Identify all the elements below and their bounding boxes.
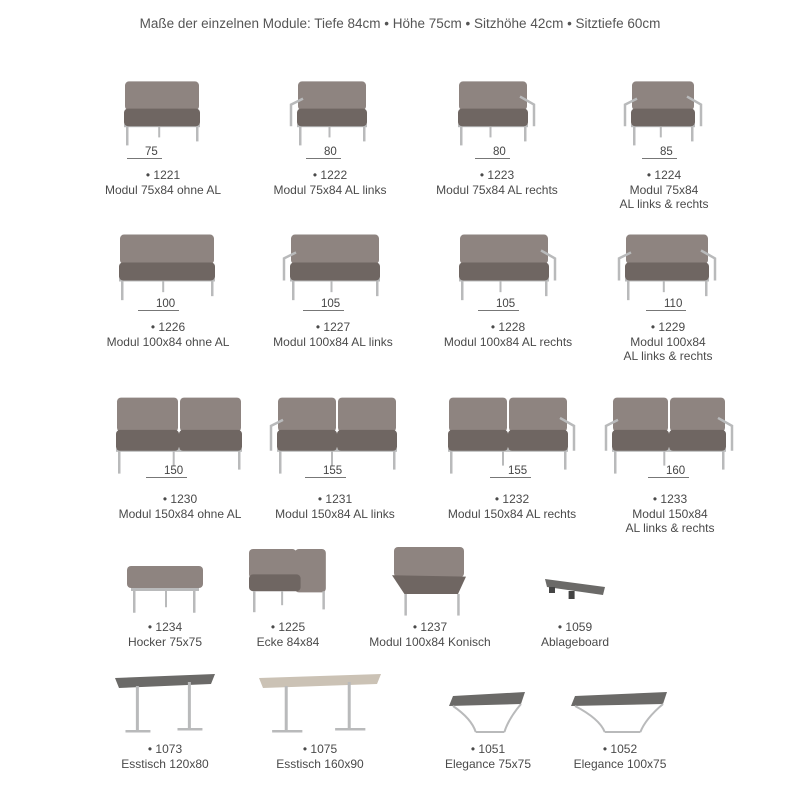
table-leg bbox=[136, 686, 139, 730]
table-leg bbox=[504, 704, 521, 732]
item-code: • 1223 bbox=[397, 168, 597, 183]
back-cushion bbox=[460, 235, 548, 265]
seat-cushion bbox=[297, 109, 367, 127]
product-illustration bbox=[113, 672, 217, 740]
item-label: Modul 75x84 AL rechts bbox=[436, 182, 558, 197]
seat-cushion bbox=[116, 430, 179, 451]
back-cushion bbox=[626, 235, 708, 265]
table-foot bbox=[125, 730, 150, 733]
leg bbox=[363, 126, 366, 141]
back-cushion bbox=[180, 398, 241, 432]
item-label: Esstisch 160x90 bbox=[276, 756, 364, 771]
back-cushion bbox=[632, 81, 694, 110]
table-top bbox=[449, 692, 525, 706]
item-code: • 1232 bbox=[412, 492, 612, 507]
leg bbox=[457, 594, 460, 616]
product-illustration bbox=[285, 75, 375, 155]
seat-cushion bbox=[625, 262, 709, 280]
bracket bbox=[569, 591, 575, 599]
leg bbox=[133, 588, 136, 613]
width-dimension: 150 bbox=[146, 465, 187, 478]
leg bbox=[524, 126, 527, 141]
width-dimension: 155 bbox=[490, 465, 531, 478]
leg bbox=[121, 280, 124, 300]
width-dimension: 110 bbox=[646, 298, 686, 311]
item-label: Elegance 75x75 bbox=[444, 756, 532, 771]
leg bbox=[460, 126, 463, 145]
seat-cushion bbox=[448, 430, 508, 451]
item-label: Modul 100x84 bbox=[630, 334, 706, 349]
table-top bbox=[115, 674, 215, 688]
item-code: • 1228 bbox=[408, 320, 608, 335]
leg bbox=[490, 126, 492, 137]
leg bbox=[331, 451, 333, 466]
leg bbox=[691, 126, 694, 141]
leg bbox=[627, 280, 630, 300]
item-code: • 1234 bbox=[65, 620, 265, 635]
table-leg bbox=[453, 706, 476, 732]
leg bbox=[158, 126, 160, 137]
item-code: • 1229 bbox=[568, 320, 768, 335]
item-caption bbox=[233, 320, 433, 349]
width-dimension: 75 bbox=[127, 146, 162, 159]
back-cushion bbox=[298, 81, 366, 110]
seat-cushion bbox=[277, 430, 337, 451]
leg bbox=[404, 594, 407, 616]
back-cushion bbox=[338, 398, 396, 432]
back-cushion bbox=[509, 398, 567, 432]
item-code: • 1052 bbox=[520, 742, 720, 757]
item-caption bbox=[570, 492, 770, 536]
item-code: • 1221 bbox=[63, 168, 263, 183]
seat-cushion bbox=[669, 430, 726, 451]
item-code: • 1233 bbox=[570, 492, 770, 507]
item-label: Modul 150x84 AL links bbox=[275, 506, 395, 521]
width-dimension: 105 bbox=[478, 298, 519, 311]
leg bbox=[376, 280, 379, 296]
product-illustration bbox=[390, 545, 470, 617]
leg bbox=[238, 451, 241, 470]
seat-cushion bbox=[612, 430, 669, 451]
seat-cushion bbox=[337, 430, 397, 451]
product-illustration bbox=[118, 75, 208, 155]
seat-cushion bbox=[179, 430, 242, 451]
item-code: • 1051 bbox=[388, 742, 588, 757]
item-label: Hocker 75x75 bbox=[127, 634, 203, 649]
item-code: • 1075 bbox=[220, 742, 420, 757]
table-top bbox=[259, 674, 381, 688]
back-cushion bbox=[117, 398, 178, 432]
leg bbox=[329, 126, 331, 137]
leg bbox=[545, 280, 548, 296]
item-label: Modul 75x84 bbox=[629, 182, 699, 197]
item-code: • 1231 bbox=[235, 492, 435, 507]
back-cushion bbox=[249, 549, 296, 578]
back-cushion bbox=[291, 235, 379, 265]
product-illustration bbox=[257, 672, 383, 740]
table-leg bbox=[640, 704, 663, 732]
seat-cushion bbox=[290, 262, 380, 280]
back-cushion bbox=[613, 398, 668, 432]
back-cushion bbox=[670, 398, 725, 432]
item-label: Elegance 100x75 bbox=[573, 756, 667, 771]
item-code: • 1230 bbox=[80, 492, 280, 507]
width-dimension: 80 bbox=[475, 146, 510, 159]
leg bbox=[299, 126, 302, 145]
product-illustration bbox=[245, 545, 331, 615]
table-leg bbox=[188, 682, 191, 728]
leg bbox=[173, 451, 175, 466]
leg bbox=[461, 280, 464, 300]
leg bbox=[211, 280, 214, 296]
back-cushion bbox=[120, 235, 214, 265]
width-dimension: 100 bbox=[138, 298, 179, 311]
item-caption bbox=[564, 168, 764, 212]
product-illustration bbox=[569, 690, 671, 738]
width-dimension: 160 bbox=[648, 465, 689, 478]
seat-cushion bbox=[392, 575, 466, 594]
dimensions-header: Maße der einzelnen Module: Tiefe 84cm • Höhe 75cm • Sitzhöhe 42cm • Sitztiefe 60cm bbox=[139, 16, 661, 31]
leg bbox=[165, 588, 167, 607]
leg bbox=[502, 451, 504, 466]
leg bbox=[331, 280, 333, 292]
leg bbox=[663, 451, 665, 466]
item-caption bbox=[568, 320, 768, 364]
leg bbox=[393, 451, 396, 470]
product-illustration bbox=[452, 75, 542, 155]
product-illustration bbox=[447, 690, 529, 738]
seat-cushion bbox=[508, 430, 568, 451]
hocker-cushion bbox=[127, 566, 203, 588]
table-leg bbox=[285, 686, 288, 730]
seat-cushion bbox=[631, 109, 695, 127]
back-cushion bbox=[394, 547, 464, 577]
leg bbox=[281, 591, 283, 605]
item-code: • 1073 bbox=[65, 742, 265, 757]
product-illustration bbox=[123, 560, 207, 615]
width-dimension: 80 bbox=[306, 146, 341, 159]
item-caption bbox=[235, 492, 435, 521]
leg bbox=[193, 588, 196, 613]
leg bbox=[633, 126, 636, 145]
width-dimension: 105 bbox=[303, 298, 344, 311]
width-dimension: 85 bbox=[642, 146, 677, 159]
leg bbox=[292, 280, 295, 300]
item-code: • 1227 bbox=[233, 320, 433, 335]
item-label: Modul 150x84 bbox=[632, 506, 708, 521]
item-label: Esstisch 120x80 bbox=[121, 756, 209, 771]
item-code: • 1225 bbox=[188, 620, 388, 635]
back-cushion bbox=[125, 81, 199, 110]
item-label: Modul 75x84 AL links bbox=[273, 182, 387, 197]
leg bbox=[196, 126, 199, 141]
leg bbox=[500, 280, 502, 292]
product-illustration bbox=[543, 575, 607, 605]
item-label: Ecke 84x84 bbox=[256, 634, 320, 649]
leg bbox=[162, 280, 164, 292]
item-code: • 1226 bbox=[68, 320, 268, 335]
item-label-line2: AL links & rechts bbox=[623, 349, 713, 363]
table-foot bbox=[272, 730, 302, 733]
item-label: Modul 150x84 ohne AL bbox=[118, 506, 242, 521]
leg bbox=[450, 451, 453, 474]
leg bbox=[253, 591, 256, 612]
item-code: • 1237 bbox=[330, 620, 530, 635]
seat-cushion bbox=[119, 262, 215, 280]
leg bbox=[322, 591, 325, 609]
seat-cushion bbox=[459, 262, 549, 280]
leg bbox=[722, 451, 725, 470]
table-leg bbox=[348, 682, 351, 728]
table-foot bbox=[177, 728, 202, 731]
item-label: Modul 100x84 AL rechts bbox=[443, 334, 573, 349]
back-cushion bbox=[278, 398, 336, 432]
leg bbox=[660, 126, 662, 137]
table-leg bbox=[575, 706, 605, 732]
leg bbox=[663, 280, 665, 292]
item-code: • 1059 bbox=[475, 620, 675, 635]
item-code: • 1222 bbox=[230, 168, 430, 183]
bracket bbox=[549, 587, 555, 593]
item-label: Modul 150x84 AL rechts bbox=[447, 506, 577, 521]
product-illustration bbox=[619, 75, 709, 155]
leg bbox=[126, 126, 129, 145]
item-caption bbox=[520, 742, 720, 771]
leg bbox=[705, 280, 708, 296]
leg bbox=[614, 451, 617, 474]
leg bbox=[564, 451, 567, 470]
item-label: Modul 100x84 AL links bbox=[273, 334, 393, 349]
item-label-line2: AL links & rechts bbox=[619, 197, 709, 211]
item-label: Modul 100x84 Konisch bbox=[369, 634, 491, 649]
leg bbox=[279, 451, 282, 474]
seat-cushion bbox=[249, 574, 301, 591]
seat-cushion bbox=[124, 109, 200, 127]
item-label: Ablageboard bbox=[540, 634, 610, 649]
leg bbox=[118, 451, 121, 474]
back-cushion bbox=[459, 81, 527, 110]
seat-cushion bbox=[458, 109, 528, 127]
item-label: Modul 100x84 ohne AL bbox=[106, 334, 230, 349]
table-foot bbox=[335, 728, 365, 731]
width-dimension: 155 bbox=[305, 465, 346, 478]
item-code: • 1224 bbox=[564, 168, 764, 183]
back-cushion bbox=[449, 398, 507, 432]
item-label-line2: AL links & rechts bbox=[625, 521, 715, 535]
table-top bbox=[571, 692, 667, 706]
item-label: Modul 75x84 ohne AL bbox=[104, 182, 222, 197]
item-caption bbox=[475, 620, 675, 649]
